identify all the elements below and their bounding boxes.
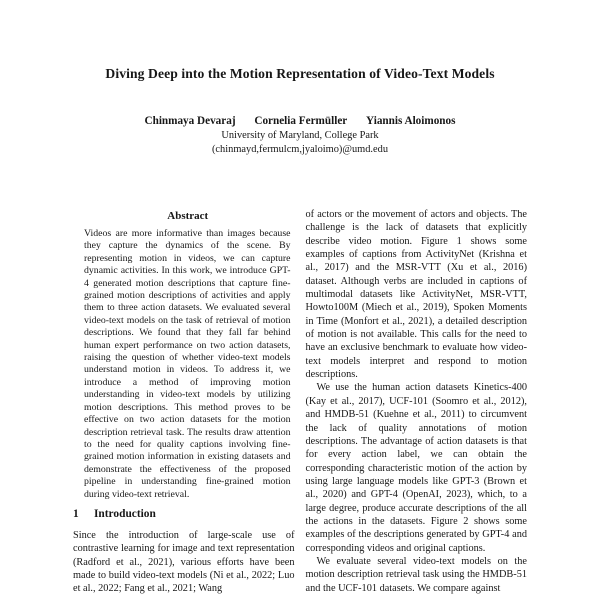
author-name-1: Chinmaya Devaraj — [144, 115, 236, 127]
section-1-title: Introduction — [94, 507, 156, 520]
section-1-number: 1 — [73, 507, 79, 520]
abstract-text: Videos are more informative than images because they capture the dynamics of the scene. By representing motion in videos, we can capture dynamic activities. In this work, we introduce GPT-4 generated motion descriptions that capture fine-grained motion descriptions of activities and apply them to three action datasets. We evaluated several video-text models on the task of retrieval of motion descriptions. We found that they fall far behind human expert performance on two action datasets, raising the question of whether video-text models understand motion in videos. To address it, we introduce a method of improving motion understanding in video-text models by utilizing motion descriptions. This method proves to be effective on two action datasets for the motion description retrieval task. The results draw attention to the need for quality captions involving fine-grained motion information in existing datasets and demonstrate the effectiveness of the proposed pipeline in understanding fine-grained motion during video-text retrieval. — [84, 228, 291, 500]
authors-line — [0, 115, 600, 127]
paper-title: Diving Deep into the Motion Representation of Video-Text Models — [105, 66, 495, 81]
column-right — [306, 208, 528, 596]
author-name-2: Cornelia Fermüller — [254, 115, 348, 127]
two-column-body — [73, 208, 527, 596]
right-column-paragraph-1: of actors or the movement of actors and objects. The challenge is the lack of datasets that explicitly describe video motion. Figure 1 shows some examples of captions from ActivityNet (Krishna et al., 2017) and the MSR-VTT (Xu et al., 2016) dataset. Although verbs are included in captions of multimodal datasets like ActivityNet, MSR-VTT, Howto100M (Miech et al., 2019), Spoken Moments in Time (Monfort et al., 2021), a detailed description of motion is not available. This calls for the need to have an exclusive benchmark to evaluate how video-text models interpret and respond to motion descriptions. — [305, 209, 527, 381]
affiliation: University of Maryland, College Park — [221, 130, 379, 141]
email-address: (chinmayd,fermulcm,jyaloimo)@umd.edu — [211, 144, 389, 155]
right-column-paragraph-2: We use the human action datasets Kinetics-400 (Kay et al., 2017), UCF-101 (Soomro et al., 2012), and HMDB-51 (Kuehne et al., 2011) to circumvent the lack of quality annotations of motion descriptions. The advantage of action datasets is that for every action label, we can obtain the corresponding characteristic motion of the action by using large language models like GPT-3 (Brown et al., 2020) and GPT-4 (OpenAI, 2023), which, to a large degree, produce accurate descriptions of the all the actions in the datasets. Figure 2 shows some examples of the descriptions generated by GPT-4 and corresponding videos and original captions. — [305, 382, 527, 554]
intro-paragraph: Since the introduction of large-scale use of contrastive learning for image and text representation (Radford et al., 2021), various efforts have been made to build video-text models (Ni et al., 2022; Luo et al., 2022; Fang et al., 2021; Wang — [73, 529, 295, 595]
column-left — [73, 208, 295, 596]
right-column-paragraph-3: We evaluate several video-text models on the motion description retrieval task using the HMDB-51 and the UCF-101 datasets. We compare against — [305, 555, 527, 594]
section-1-heading — [73, 508, 295, 521]
abstract-heading: Abstract — [167, 210, 209, 222]
author-name-3: Yiannis Aloimonos — [366, 115, 456, 127]
